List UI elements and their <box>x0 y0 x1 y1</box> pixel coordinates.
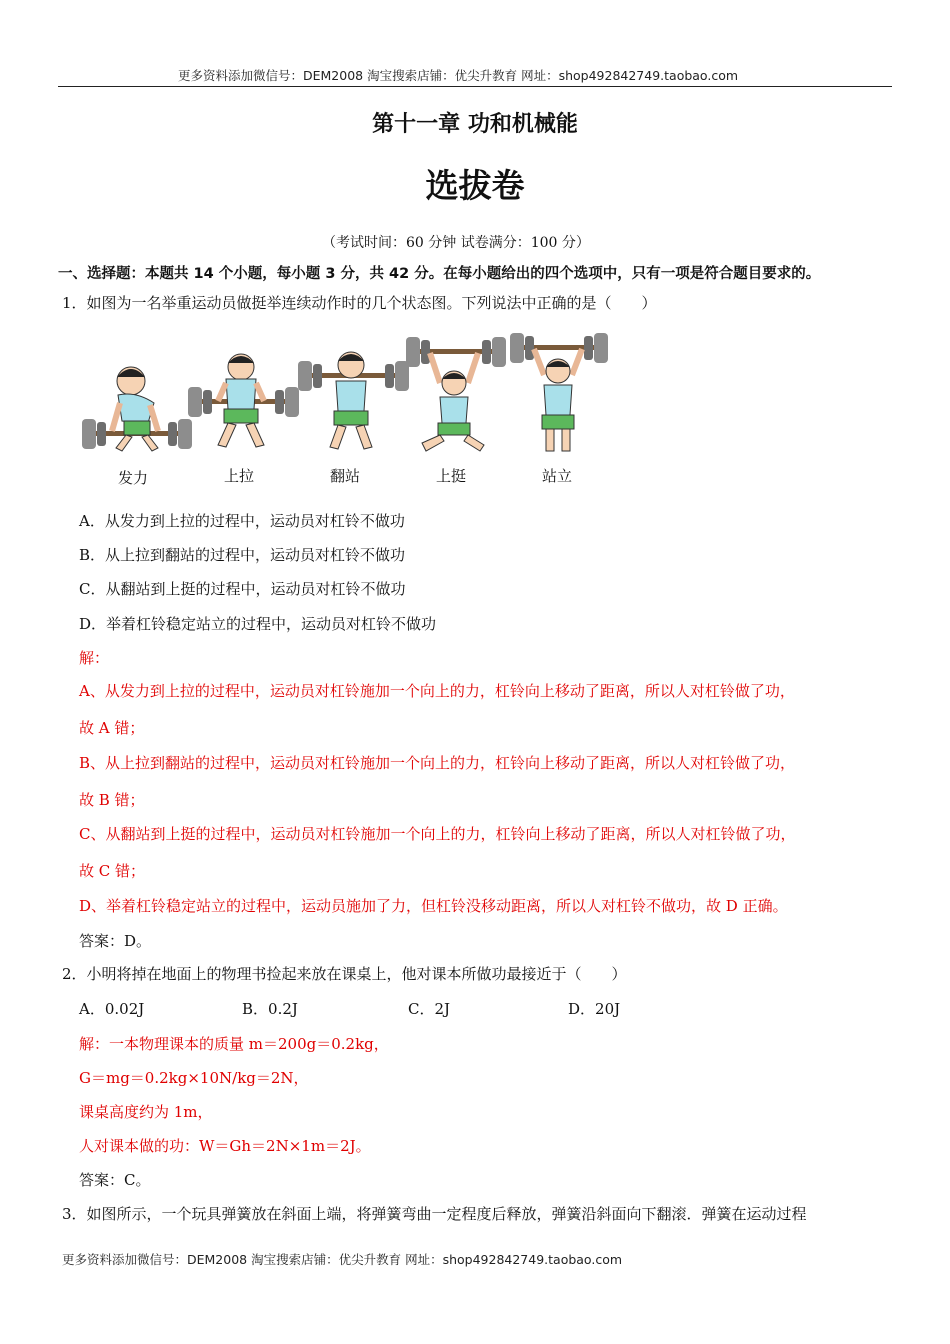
q2-option-c: C．2J <box>408 1000 451 1018</box>
page-footer: 更多资料添加微信号：DEM2008 淘宝搜索店铺：优尖升教育 网址：shop492842749.taobao.com <box>62 1252 623 1267</box>
q2-stem: 2．小明将掉在地面上的物理书捡起来放在课桌上，他对课本所做功最接近于（ ） <box>62 965 627 983</box>
q1-solution-line-1: A、从发力到上拉的过程中，运动员对杠铃施加一个向上的力，杠铃向上移动了距离，所以人对杠铃做了功， <box>79 682 795 700</box>
q2-solution-line-4: 人对课本做的功：W＝Gh＝2N×1m＝2J。 <box>79 1137 371 1155</box>
q1-solution-line-2: 故 A 错； <box>79 719 145 737</box>
chapter-title: 第十一章 功和机械能 <box>372 112 578 137</box>
lifter-pose-4 <box>406 337 506 451</box>
figure-label-3: 翻站 <box>330 467 361 485</box>
paper-title: 选拔卷 <box>425 166 525 205</box>
q2-option-b: B．0.2J <box>242 1000 298 1018</box>
q1-solution-line-4: 故 B 错； <box>79 791 145 809</box>
figure-label-5: 站立 <box>542 467 573 485</box>
weightlifting-figure <box>76 323 616 493</box>
q1-option-b: B．从上拉到翻站的过程中，运动员对杠铃不做功 <box>79 546 406 564</box>
q2-option-a: A．0.02J <box>79 1000 145 1018</box>
q2-solution-line-3: 课桌高度约为 1m， <box>79 1103 213 1121</box>
q1-solution-line-5: C、从翻站到上挺的过程中，运动员对杠铃施加一个向上的力，杠铃向上移动了距离，所以人对杠铃做了功， <box>79 825 796 843</box>
q1-option-a: A．从发力到上拉的过程中，运动员对杠铃不做功 <box>79 512 405 530</box>
page-header: 更多资料添加微信号：DEM2008 淘宝搜索店铺：优尖升教育 网址：shop492842749.taobao.com <box>178 68 739 83</box>
q1-solution-label: 解： <box>79 649 110 667</box>
figure-label-2: 上拉 <box>224 467 255 485</box>
q1-option-d: D．举着杠铃稳定站立的过程中，运动员对杠铃不做功 <box>79 615 437 633</box>
lifter-pose-5 <box>510 333 608 451</box>
q2-option-d: D．20J <box>568 1000 621 1018</box>
section-heading: 一、选择题：本题共 14 个小题，每小题 3 分，共 42 分。在每小题给出的四个选项中，只有一项是符合题目要求的。 <box>58 266 821 282</box>
q1-option-c: C．从翻站到上挺的过程中，运动员对杠铃不做功 <box>79 580 406 598</box>
q2-solution-line-2: G＝mg＝0.2kg×10N/kg＝2N， <box>79 1069 309 1087</box>
lifter-pose-2 <box>188 354 299 447</box>
q2-solution-line-1: 解：一本物理课本的质量 m＝200g＝0.2kg， <box>79 1035 389 1053</box>
q1-answer: 答案：D。 <box>79 932 152 950</box>
q1-solution-line-3: B、从上拉到翻站的过程中，运动员对杠铃施加一个向上的力，杠铃向上移动了距离，所以人对杠铃做了功， <box>79 754 796 772</box>
figure-label-4: 上挺 <box>436 467 467 485</box>
q1-stem: 1．如图为一名举重运动员做挺举连续动作时的几个状态图。下列说法中正确的是（ ） <box>62 294 657 312</box>
lifter-pose-1 <box>82 367 192 451</box>
q1-solution-line-7: D、举着杠铃稳定站立的过程中，运动员施加了力，但杠铃没移动距离，所以人对杠铃不做功，故 D 正确。 <box>79 897 788 915</box>
header-rule <box>58 86 892 87</box>
q2-answer: 答案：C。 <box>79 1171 151 1189</box>
q3-stem: 3．如图所示，一个玩具弹簧放在斜面上端，将弹簧弯曲一定程度后释放，弹簧沿斜面向下翻滚．弹簧在运动过程 <box>62 1205 807 1223</box>
q1-solution-line-6: 故 C 错； <box>79 862 146 880</box>
figure-label-1: 发力 <box>118 469 149 487</box>
exam-info: （考试时间：60 分钟 试卷满分：100 分） <box>322 235 590 251</box>
lifter-pose-3 <box>298 352 409 449</box>
